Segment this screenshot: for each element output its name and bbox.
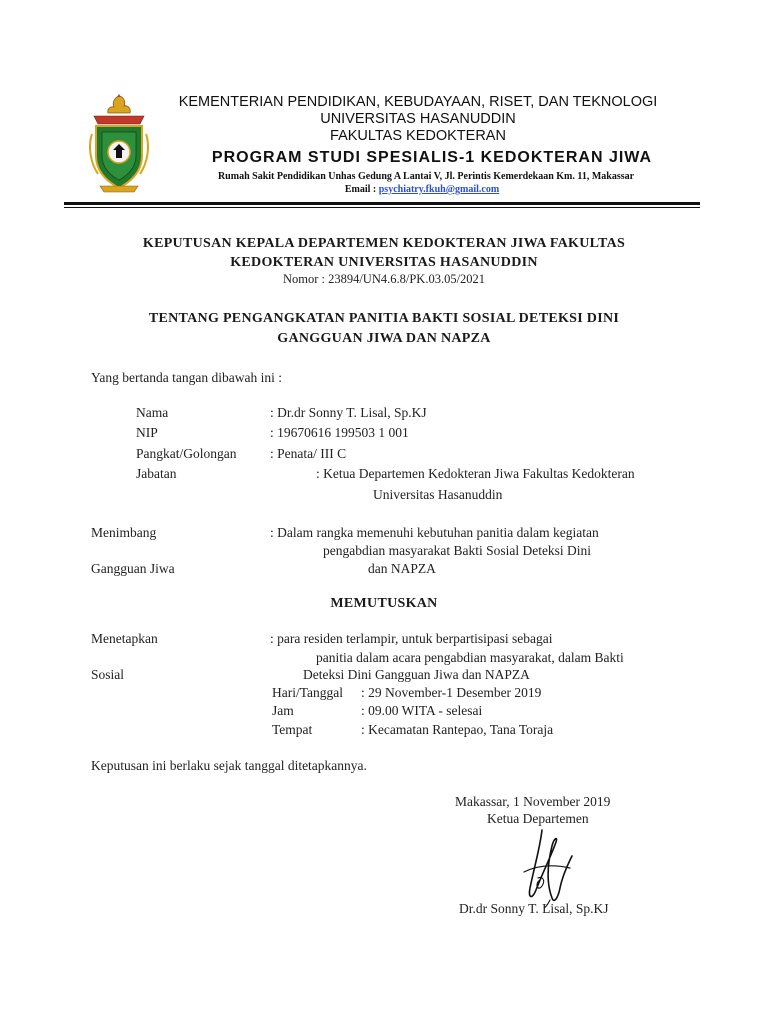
field-label-jabatan: Jabatan: [136, 466, 177, 481]
decree-subject-line1: TENTANG PENGANGKATAN PANITIA BAKTI SOSIAL DETEKSI DINI: [148, 311, 620, 326]
email-label: Email :: [344, 184, 379, 195]
field-label-pangkat: Pangkat/Golongan: [136, 446, 237, 461]
menetapkan-line2: panitia dalam acara pengabdian masyarakat, dalam Bakti: [316, 650, 624, 665]
university-name: UNIVERSITAS HASANUDDIN: [320, 111, 516, 127]
signature-name: Dr.dr Sonny T. Lisal, Sp.KJ: [459, 901, 609, 916]
field-label-nama: Nama: [136, 405, 169, 420]
field-value-pangkat: : Penata/ III C: [270, 446, 347, 461]
email-line: [38, 184, 768, 195]
handwritten-signature: [512, 828, 582, 908]
institution-address: Rumah Sakit Pendidikan Unhas Gedung A Lantai V, Jl. Perintis Kemerdekaan Km. 11, Makassar: [217, 171, 635, 182]
menimbang-label: Menimbang: [91, 525, 157, 540]
decree-subject-line2: GANGGUAN JIWA DAN NAPZA: [277, 331, 491, 346]
program-name: PROGRAM STUDI SPESIALIS-1 KEDOKTERAN JIWA: [211, 149, 653, 166]
letterhead-divider-thick: [64, 202, 700, 205]
menetapkan-line1: : para residen terlampir, untuk berpartisipasi sebagai: [270, 631, 553, 646]
field-value-jabatan-cont: Universitas Hasanuddin: [373, 487, 503, 502]
menimbang-line1: : Dalam rangka memenuhi kebutuhan panitia dalam kegiatan: [270, 525, 599, 540]
memutuskan-heading: MEMUTUSKAN: [330, 596, 438, 611]
ministry-name: KEMENTERIAN PENDIDIKAN, KEBUDAYAAN, RISET, DAN TEKNOLOGI: [178, 94, 658, 110]
email-link[interactable]: psychiatry.fkuh@gmail.com: [378, 184, 500, 195]
schedule-label-place: Tempat: [272, 722, 313, 737]
decree-title-line2: KEDOKTERAN UNIVERSITAS HASANUDDIN: [230, 255, 538, 270]
schedule-value-time: : 09.00 WITA - selesai: [361, 703, 483, 718]
intro-text: Yang bertanda tangan dibawah ini :: [91, 370, 282, 385]
menimbang-line3: dan NAPZA: [368, 561, 436, 576]
field-label-nip: NIP: [136, 425, 158, 440]
letterhead-divider-thin: [64, 207, 700, 208]
field-value-nip: : 19670616 199503 1 001: [270, 425, 409, 440]
schedule-value-place: : Kecamatan Rantepao, Tana Toraja: [361, 722, 554, 737]
field-value-jabatan: : Ketua Departemen Kedokteran Jiwa Fakultas Kedokteran: [316, 466, 635, 481]
menimbang-label2: Gangguan Jiwa: [91, 561, 175, 576]
menetapkan-label2: Sosial: [91, 667, 125, 682]
signature-position: Ketua Departemen: [487, 811, 589, 826]
menimbang-line2: pengabdian masyarakat Bakti Sosial Deteksi Dini: [323, 543, 592, 558]
schedule-label-time: Jam: [272, 703, 294, 718]
schedule-label-date: Hari/Tanggal: [272, 685, 344, 700]
menetapkan-line3: Deteksi Dini Gangguan Jiwa dan NAPZA: [303, 667, 530, 682]
menetapkan-label: Menetapkan: [91, 631, 158, 646]
signature-place-date: Makassar, 1 November 2019: [455, 794, 611, 809]
decree-number: Nomor : 23894/UN4.6.8/PK.03.05/2021: [282, 272, 486, 286]
decree-title-line1: KEPUTUSAN KEPALA DEPARTEMEN KEDOKTERAN JIWA FAKULTAS: [142, 236, 626, 251]
field-value-nama: : Dr.dr Sonny T. Lisal, Sp.KJ: [270, 405, 427, 420]
schedule-value-date: : 29 November-1 Desember 2019: [361, 685, 542, 700]
faculty-name: FAKULTAS KEDOKTERAN: [330, 128, 506, 144]
closing-statement: Keputusan ini berlaku sejak tanggal ditetapkannya.: [91, 758, 367, 773]
